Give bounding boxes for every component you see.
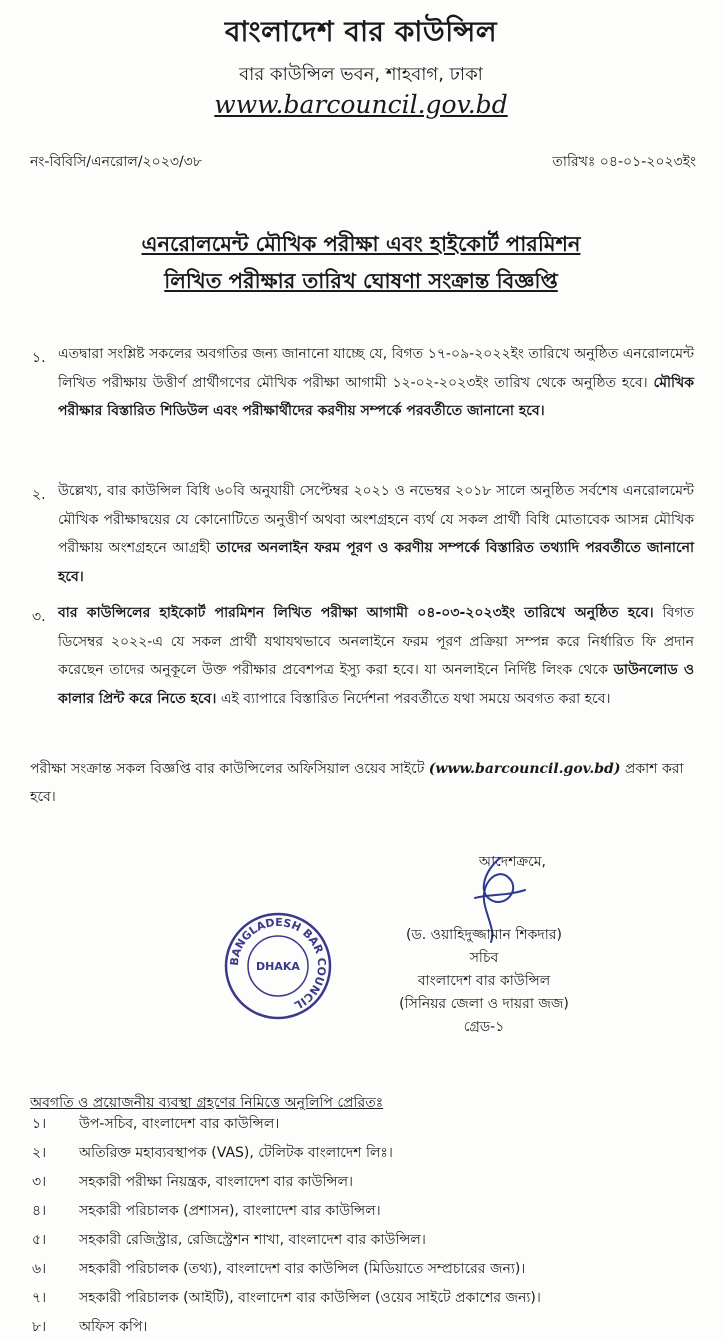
order-line: আদেশক্রমে, [478,854,546,870]
paragraph-1-bold: মৌখিক পরীক্ষার বিস্তারিত শিডিউল এবং পরীক্ষার্থীদের করণীয় সম্পর্কে পরবর্তীতে জানানো হবে। [58,374,694,419]
paragraph-1 [58,340,694,426]
copy-list-item-text: সহকারী পরিচালক (প্রশাসন), বাংলাদেশ বার কাউন্সিল। [79,1203,381,1219]
official-seal [222,910,334,1022]
copy-list-item-number: ৫। [32,1232,47,1248]
copy-list-item-text: সহকারী পরীক্ষা নিয়ন্ত্রক, বাংলাদেশ বার কাউন্সিল। [79,1174,354,1190]
copy-list-item-number: ৬। [32,1261,47,1277]
paragraph-3-bold-lead: বার কাউন্সিলের হাইকোর্ট পারমিশন লিখিত পরীক্ষা আগামী ০৪-০৩-২০২৩ইং তারিখে অনুষ্ঠিত হবে। [58,605,654,621]
paragraph-1-number: ১. [32,350,46,366]
copy-list-item [32,1313,541,1342]
paragraph-2 [58,477,694,591]
copy-list-item [32,1284,541,1313]
website-note-tail: প্রকাশ করা হবে। [30,761,684,805]
paragraph-2-text: উল্লেখ্য, বার কাউন্সিল বিধি ৬০বি অনুযায়ী সেপ্টেম্বর ২০২১ ও নভেম্বর ২০১৮ সালে অনুষ্ঠিত সর্বশেষ এনরোলমেন্ট মৌখিক পরীক্ষাদ্বয়ের যে কোনোটিতে অনুত্তীর্ণ অথবা অংশগ্রহনে ব্যর্থ যে সকল প্রার্থী বিধি মোতাবেক আসন্ন মৌখিক পরীক্ষায় অংশগ্রহনে আগ্রহী [58,483,694,556]
copy-list-item-text: অতিরিক্ত মহাব্যবস্থাপক (VAS), টেলিটক বাংলাদেশ লিঃ। [79,1145,393,1161]
signatory-designation: সচিব [469,950,499,966]
copy-list-item-number: ৮। [32,1319,47,1335]
copy-list-item [32,1197,541,1226]
copy-list-item-number: ৩। [32,1174,47,1190]
copy-list-item-number: ১। [32,1116,47,1132]
copy-list [32,1110,541,1342]
paragraph-3-number: ৩. [32,609,46,625]
copy-list-item-number: ৪। [32,1203,47,1219]
notice-title-line-2: লিখিত পরীক্ষার তারিখ ঘোষণা সংক্রান্ত বিজ্ঞপ্তি [164,269,558,293]
notice-title-line-1: এনরোলমেন্ট মৌখিক পরীক্ষা এবং হাইকোর্ট পারমিশন [141,232,581,256]
signatory-block [384,924,584,1039]
signatory-rank: (সিনিয়র জেলা ও দায়রা জজ) [399,996,569,1012]
copy-list-item-number: ২। [32,1145,47,1161]
copy-list-item-text: সহকারী পরিচালক (আইটি), বাংলাদেশ বার কাউন্সিল (ওয়েব সাইটে প্রকাশের জন্য)। [79,1290,541,1306]
website-note-text: পরীক্ষা সংক্রান্ত সকল বিজ্ঞপ্তি বার কাউন্সিলের অফিসিয়াল ওয়েব সাইটে [30,761,425,777]
notice-date: তারিখঃ ০৪-০১-২০২৩ইং [552,154,696,170]
copy-list-item [32,1110,541,1139]
paragraph-1-text: এতদ্বারা সংশ্লিষ্ট সকলের অবগতির জন্য জানানো যাচ্ছে যে, বিগত ১৭-০৯-২০২২ইং তারিখে অনুষ্ঠিত এনরোলমেন্ট লিখিত পরীক্ষায় উত্তীর্ণ প্রার্থীগণের মৌখিক পরীক্ষা আগামী ১২-০২-২০২৩ইং তারিখ থেকে অনুষ্ঠিত হবে। [58,346,694,391]
paragraph-3-tail: এই ব্যাপারে বিস্তারিত নির্দেশনা পরবর্তীতে যথা সময়ে অবগত করা হবে। [220,690,611,707]
paragraph-3-bold-mid: ডাউনলোড ও কালার প্রিন্ট করে নিতে হবে। [58,662,694,707]
copy-list-item [32,1255,541,1284]
signatory-name: (ড. ওয়াহিদুজ্জামান শিকদার) [405,927,563,943]
org-name: বাংলাদেশ বার কাউন্সিল [224,15,498,48]
paragraph-3 [58,599,694,713]
paragraph-2-bold: তাদের অনলাইন ফরম পূরণ ও করণীয় সম্পর্কে বিস্তারিত তথ্যাদি পরবর্তীতে জানানো হবে। [58,540,694,585]
copy-list-title: অবগতি ও প্রয়োজনীয় ব্যবস্থা গ্রহণের নিমিত্তে অনুলিপি প্রেরিতঃ [30,1095,384,1111]
copy-list-item-text: অফিস কপি। [79,1319,148,1335]
seal-center-text: DHAKA [256,960,300,973]
signatory-org: বাংলাদেশ বার কাউন্সিল [417,973,551,989]
copy-list-item-text: সহকারী পরিচালক (তথ্য), বাংলাদেশ বার কাউন্সিল (মিডিয়াতে সম্প্রচারের জন্য)। [79,1261,526,1277]
copy-list-item [32,1139,541,1168]
memo-number: নং-বিবিসি/এনরোল/২০২৩/৩৮ [30,154,202,170]
org-website: www.barcouncil.gov.bd [214,90,508,119]
copy-list-item-number: ৭। [32,1290,47,1306]
signatory-grade: গ্রেড-১ [463,1019,505,1035]
copy-list-item [32,1226,541,1255]
website-note [30,755,694,811]
paragraph-2-number: ২. [32,487,46,503]
org-address: বার কাউন্সিল ভবন, শাহবাগ, ঢাকা [239,64,483,85]
copy-list-item-text: সহকারী রেজিস্ট্রার, রেজিস্ট্রেশন শাখা, বাংলাদেশ বার কাউন্সিল। [79,1232,426,1248]
seal-ring-text: BANGLADESH BAR COUNCIL [227,915,329,1012]
copy-list-item-text: উপ-সচিব, বাংলাদেশ বার কাউন্সিল। [79,1116,280,1132]
copy-list-item [32,1168,541,1197]
paragraph-3-text: বিগত ডিসেম্বর ২০২২-এ যে সকল প্রার্থী যথাযথভাবে অনলাইনে ফরম পূরণ প্রক্রিয়া সম্পন্ন করে নির্ধারিত ফি প্রদান করেছেন তাদের অনুকূলে উক্ত পরীক্ষার প্রবেশপত্র ইস্যু করা হবে। যা অনলাইনে নির্দিষ্ট লিংক থেকে [58,605,694,678]
website-note-link: (www.barcouncil.gov.bd) [428,761,621,777]
